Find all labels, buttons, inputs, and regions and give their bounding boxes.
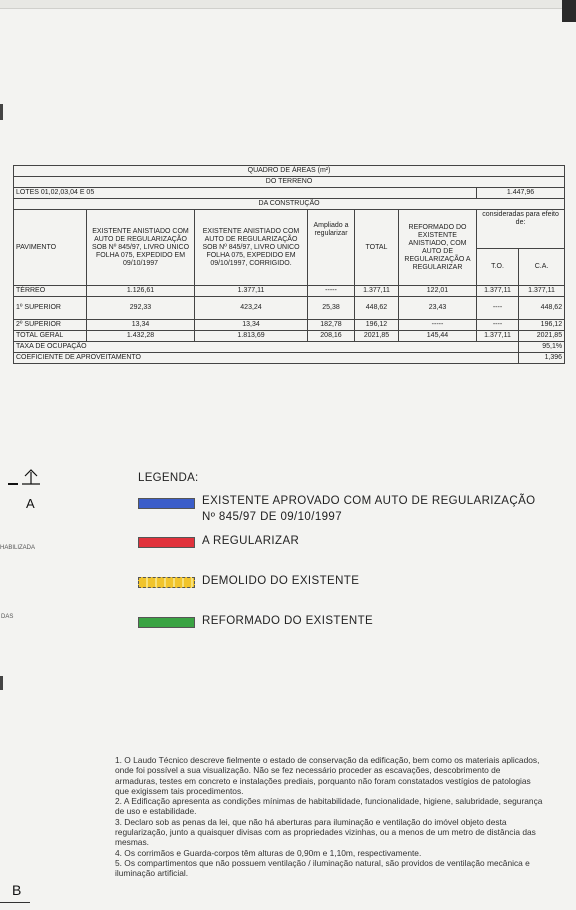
- terreno-header: DO TERRENO: [14, 177, 565, 188]
- cell-ampliado: 182,78: [308, 320, 355, 331]
- scan-top-border: [0, 0, 576, 9]
- cell-ca: 1.377,11: [519, 286, 565, 297]
- col-pavimento: PAVIMENTO: [14, 210, 87, 286]
- table-row-total: [14, 331, 565, 342]
- table-row: [14, 297, 565, 320]
- lotes-value: 1.447,96: [477, 188, 565, 199]
- cell-pavimento: 1º SUPERIOR: [14, 297, 87, 320]
- cell-total: 2021,85: [355, 331, 399, 342]
- legend-item-1-line1: EXISTENTE APROVADO COM AUTO DE REGULARIZAÇÃO: [202, 495, 536, 507]
- cell-pavimento: TOTAL GERAL: [14, 331, 87, 342]
- construcao-header-row: [14, 199, 565, 210]
- cell-total: 1.377,11: [355, 286, 399, 297]
- cell-ampliado: 208,16: [308, 331, 355, 342]
- cell-ampliado: 25,38: [308, 297, 355, 320]
- legend-item-4: REFORMADO DO EXISTENTE: [202, 615, 374, 627]
- table-title-row: [14, 166, 565, 177]
- column-header-row: [14, 210, 565, 249]
- cell-ca: 448,62: [519, 297, 565, 320]
- section-marker-a-icon: [4, 466, 44, 516]
- legend-title: LEGENDA:: [138, 472, 199, 484]
- col-to: T.O.: [477, 249, 519, 286]
- construcao-header: DA CONSTRUÇÃO: [14, 199, 565, 210]
- cell-ampliado: -----: [308, 286, 355, 297]
- legend-swatch-red: [138, 537, 195, 548]
- cell-existente-1: 13,34: [87, 320, 195, 331]
- taxa-row: [14, 342, 565, 353]
- cell-to: 1.377,11: [477, 286, 519, 297]
- col-existente-1: EXISTENTE ANISTIADO COM AUTO DE REGULARIZAÇÃO SOB Nº 845/97, LIVRO UNICO FOLHA 075, EXPEDIDO EM 09/10/1997: [87, 210, 195, 286]
- taxa-label: TAXA DE OCUPAÇÃO: [14, 342, 519, 353]
- marker-a-label: A: [26, 496, 35, 511]
- legend-item-3: DEMOLIDO DO EXISTENTE: [202, 575, 360, 587]
- margin-label-das: DAS: [1, 614, 14, 620]
- edge-mark: [0, 104, 3, 120]
- edge-mark: [0, 676, 3, 690]
- legend-item-1-line2: Nº 845/97 DE 09/10/1997: [202, 511, 342, 523]
- col-consideradas: consideradas para efeito de:: [477, 210, 565, 249]
- scan-corner-mark: [562, 0, 576, 22]
- taxa-value: 95,1%: [519, 342, 565, 353]
- cell-total: 196,12: [355, 320, 399, 331]
- note-item: 4. Os corrimãos e Guarda-corpos têm alturas de 0,90m e 1,10m, respectivamente.: [115, 847, 422, 858]
- margin-label-habilizada: HABILIZADA: [0, 545, 36, 551]
- cell-reformado: 122,01: [399, 286, 477, 297]
- legend-item-2: A REGULARIZAR: [202, 535, 300, 547]
- notes-block: [115, 755, 545, 879]
- note-item: 3. Declaro sob as penas da lei, que não há aberturas para iluminação e ventilação do imóvel objeto desta regularização, junto a quaisquer divisas com as propriedades vizinhas, ou a menos de um metro de distância das mesmas.: [115, 816, 536, 848]
- marker-b-line: [0, 902, 30, 903]
- note-item: 1. O Laudo Técnico descreve fielmente o estado de conservação da edificação, bem como os materiais aplicados, onde foi possível a sua visualização. Não se fez necessário proceder as escavações, descobrimento de armaduras, testes em concreto e instalações prediais, porquanto não foram constatados vestígios de patologias que exigissem tais procedimentos.: [115, 755, 540, 796]
- legend-swatch-blue: [138, 498, 195, 509]
- cell-existente-1: 1.126,61: [87, 286, 195, 297]
- cell-existente-2: 423,24: [195, 297, 308, 320]
- cell-reformado: 145,44: [399, 331, 477, 342]
- cell-existente-1: 1.432,28: [87, 331, 195, 342]
- cell-to: ----: [477, 297, 519, 320]
- cell-reformado: -----: [399, 320, 477, 331]
- col-ca: C.A.: [519, 249, 565, 286]
- cell-to: ----: [477, 320, 519, 331]
- cell-existente-2: 1.377,11: [195, 286, 308, 297]
- note-item: 2. A Edificação apresenta as condições mínimas de habitabilidade, funcionalidade, higiene, salubridade, segurança de uso e estabilidade.: [115, 796, 543, 817]
- cell-ca: 2021,85: [519, 331, 565, 342]
- coef-row: [14, 353, 565, 364]
- lotes-row: [14, 188, 565, 199]
- cell-total: 448,62: [355, 297, 399, 320]
- areas-table: [13, 165, 565, 364]
- cell-existente-2: 1.813,69: [195, 331, 308, 342]
- table-row: [14, 286, 565, 297]
- cell-reformado: 23,43: [399, 297, 477, 320]
- cell-ca: 196,12: [519, 320, 565, 331]
- col-ampliado: Ampliado a regularizar: [308, 210, 355, 286]
- marker-b-label: B: [12, 882, 22, 898]
- lotes-label: LOTES 01,02,03,04 E 05: [14, 188, 477, 199]
- legend-swatch-green: [138, 617, 195, 628]
- cell-pavimento: 2º SUPERIOR: [14, 320, 87, 331]
- col-reformado: REFORMADO DO EXISTENTE ANISTIADO, COM AUTO DE REGULARIZAÇÃO A REGULARIZAR: [399, 210, 477, 286]
- cell-pavimento: TÉRREO: [14, 286, 87, 297]
- cell-existente-2: 13,34: [195, 320, 308, 331]
- note-item: 5. Os compartimentos que não possuem ventilação / iluminação natural, são providos de ventilação mecânica e iluminação artificial.: [115, 857, 530, 879]
- terreno-header-row: [14, 177, 565, 188]
- coef-label: COEFICIENTE DE APROVEITAMENTO: [14, 353, 519, 364]
- coef-value: 1,396: [519, 353, 565, 364]
- table-row: [14, 320, 565, 331]
- col-total: TOTAL: [355, 210, 399, 286]
- cell-existente-1: 292,33: [87, 297, 195, 320]
- legend-swatch-yellow: [138, 577, 195, 588]
- col-existente-2: EXISTENTE ANISTIADO COM AUTO DE REGULARIZAÇÃO SOB Nº 845/97, LIVRO UNICO FOLHA 075, EXPEDIDO EM 09/10/1997, CORRIGIDO.: [195, 210, 308, 286]
- table-title: QUADRO DE ÁREAS (m²): [14, 166, 565, 177]
- cell-to: 1.377,11: [477, 331, 519, 342]
